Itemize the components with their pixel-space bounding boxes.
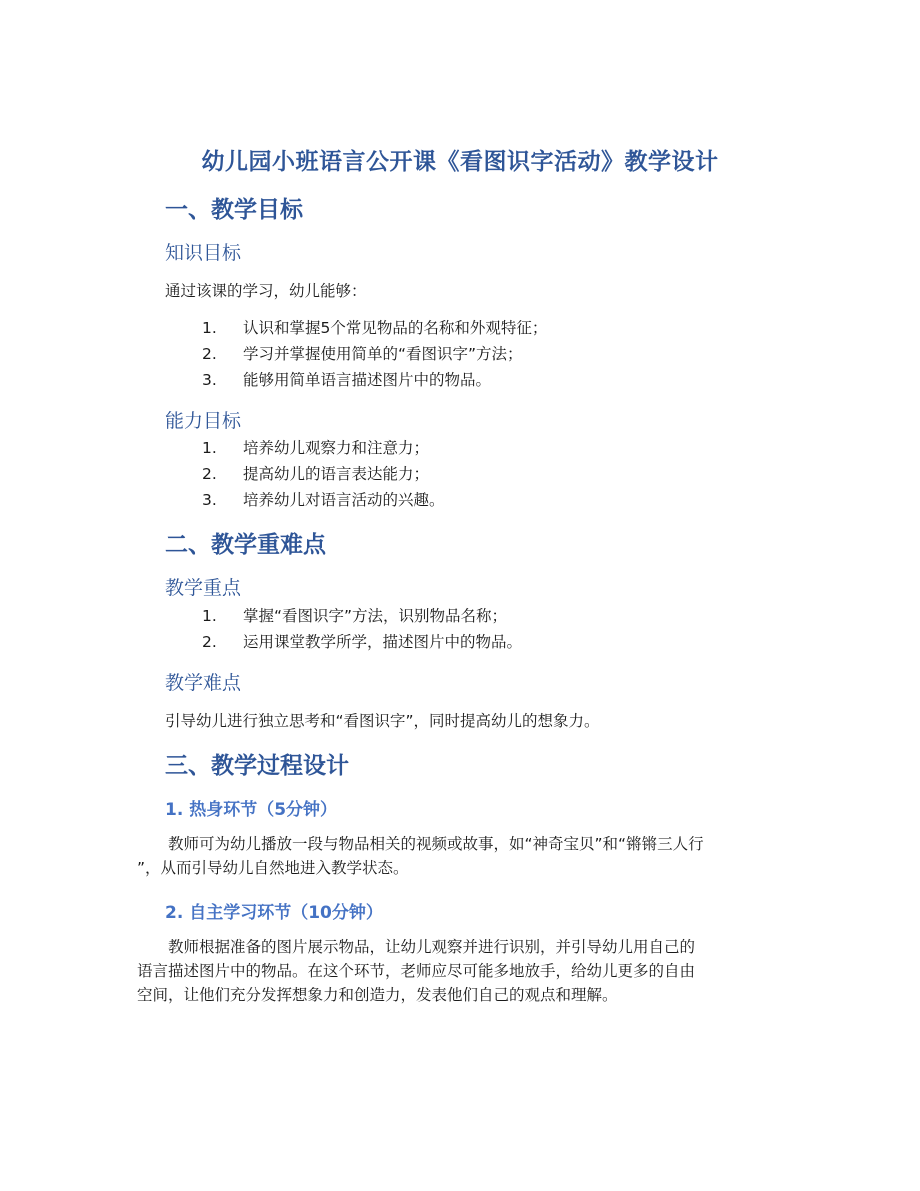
list-item [202, 368, 491, 390]
list-text: 培养幼儿对语言活动的兴趣。 [243, 491, 445, 509]
list-number: 2. [202, 345, 217, 363]
section-heading-process: 三、教学过程设计 [165, 753, 349, 779]
step-paragraph [137, 935, 787, 1007]
list-number: 3. [202, 491, 217, 509]
list-number: 2. [202, 633, 217, 651]
list-number: 1. [202, 319, 217, 337]
subheading-key: 教学重点 [165, 577, 242, 599]
document-title: 幼儿园小班语言公开课《看图识字活动》教学设计 [201, 149, 719, 175]
paragraph-line: 教师可为幼儿播放一段与物品相关的视频或故事，如“神奇宝贝”和“锵锵三人行 [137, 835, 704, 853]
step-heading: 1. 热身环节（5分钟） [165, 800, 338, 820]
knowledge-intro: 通过该课的学习，幼儿能够： [165, 282, 367, 300]
list-item [202, 604, 507, 626]
subheading-ability: 能力目标 [165, 410, 242, 432]
list-text: 学习并掌握使用简单的“看图识字”方法； [243, 345, 523, 363]
paragraph-line: 教师根据准备的图片展示物品，让幼儿观察并进行识别，并引导幼儿用自己的 [137, 938, 696, 956]
list-number: 1. [202, 439, 217, 457]
list-number: 3. [202, 371, 217, 389]
subheading-difficult: 教学难点 [165, 672, 242, 694]
list-item [202, 488, 445, 510]
list-item [202, 342, 523, 364]
list-text: 培养幼儿观察力和注意力； [243, 439, 430, 457]
list-item [202, 316, 547, 338]
paragraph-line: ”，从而引导幼儿自然地进入教学状态。 [137, 859, 409, 877]
section-heading-objectives: 一、教学目标 [165, 197, 303, 223]
subheading-knowledge: 知识目标 [165, 242, 242, 264]
paragraph-line: 语言描述图片中的物品。在这个环节，老师应尽可能多地放手，给幼儿更多的自由 [137, 962, 696, 980]
list-item [202, 630, 522, 652]
list-text: 提高幼儿的语言表达能力； [243, 465, 430, 483]
step-paragraph [137, 832, 787, 880]
list-text: 能够用简单语言描述图片中的物品。 [243, 371, 492, 389]
paragraph-line: 空间，让他们充分发挥想象力和创造力，发表他们自己的观点和理解。 [137, 986, 618, 1004]
list-number: 2. [202, 465, 217, 483]
list-text: 认识和掌握5个常见物品的名称和外观特征； [243, 319, 548, 337]
list-number: 1. [202, 607, 217, 625]
list-item [202, 436, 429, 458]
step-heading: 2. 自主学习环节（10分钟） [165, 903, 383, 923]
list-text: 掌握“看图识字”方法，识别物品名称； [243, 607, 508, 625]
difficult-text: 引导幼儿进行独立思考和“看图识字”，同时提高幼儿的想象力。 [165, 712, 600, 730]
list-text: 运用课堂教学所学，描述图片中的物品。 [243, 633, 523, 651]
list-item [202, 462, 429, 484]
section-heading-key-points: 二、教学重难点 [165, 532, 326, 558]
